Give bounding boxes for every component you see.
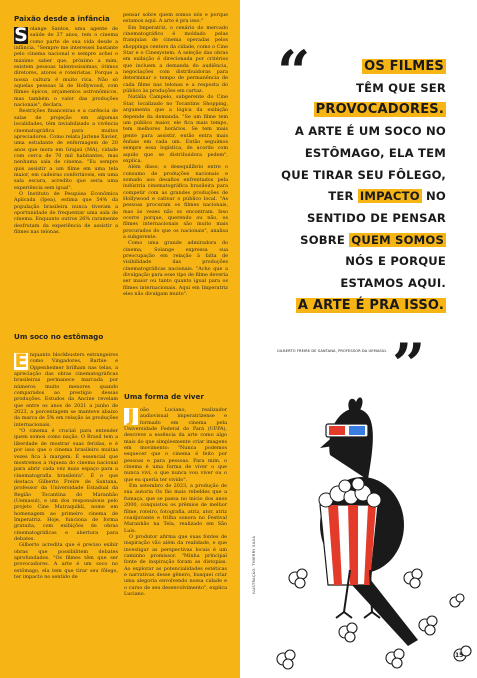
open-quote-icon: “: [277, 38, 311, 106]
paragraph: O Instituto de Pesquisa Econômica Aplicada (Ipea), estima que 54% da população brasileira nunca tiveram a oportunidade de frequentar uma sala de cinema. Enquanto outros 26% raramente desfrutam da experiência de assistir a filmes nas telonas.: [14, 190, 118, 235]
paragraph: Gilberto acredita que é preciso exibir obras que possibilitem debates aprofundados. "Os filmes têm que ser provocadores. A arte é um soco no estômago, ela tem que tirar seu fôlego, ter impacto no sentido de: [14, 542, 118, 581]
quote-line: SENTIDO DE PENSAR: [306, 210, 446, 225]
quote-line: TÊM QUE SER: [355, 80, 446, 95]
scattered-popcorn: [277, 569, 471, 669]
paragraph: S olange Santos, uma agente de saúde de 37 anos, tem o cinema como parte de sua vida desde a infância. "Sempre me interessei bastante pelo cinema nacional e sempre achei o máximo saber que, próximo a mim, existem pessoas talentosíssimas, ótimos diretores, atores e roteiristas. Porque a nossa cultura é muito rica. Não só aquelas pessoas lá de Hollywood, com filmes épicos, orçamentos astronômicos, mas também o valor das produções nacionais", declara.: [14, 24, 118, 109]
quote-line: TER IMPACTO NO: [328, 189, 446, 204]
quote-line: OS FILMES: [364, 59, 444, 74]
paragraph: Restrições financeiras e a carência de salas de projeção em algumas localidades, têm inviabilizado a vivência cinematográfica para muitos apreciadores. Como relata Jarlene Xavier, uma estudante de enfermagem de 20 anos que mora em Grajaú (MA), cidade com cerca de 70 mil habitantes, mas nenhuma sala de cinema. "Eu sempre quis assistir a um filme em uma tela maior, em cadeiras confortáveis, em uma sala escura, acredito que seria uma experiência sem igual".: [14, 108, 118, 191]
drop-cap: J: [124, 408, 138, 425]
paragraph: pensar sobre quem somos nós e porque estamos aqui. A arte é pra isso.": [123, 12, 228, 25]
paragraph: O produtor afirma que suas fontes de inspiração vão além da realidade, e que investigar as perspectivas locais é um caminho promissor. "Minha principal fonte de inspiração foram as distopias. Ao explorar as potencialidades estéticas e narrativas desse gênero, busquei criar uma alegoria envolvendo nossa cidade e o curso de seu desenvolvimento", explica Luciano.: [124, 533, 227, 597]
quote-line: QUE TIRAR SEU FÔLEGO,: [281, 167, 446, 182]
quote-attribution: GILBERTO FREIRE DE SANTANA, PROFESSOR DA UEMASUL: [277, 349, 387, 353]
paragraph: Natália Campelo, subgerente do Cine Star, localizado no Tocantins Shopping, argumenta que a lógica da exibição depende da demanda. "Se um filme tem um público maior, ele fica mais tempo, tem melhores horários. Se tem mais gente para assistir, então entra mais ênfase em cada um. Então seguimos sempre essa logística, de acordo com aquilo que se distribuidora pedem", explica.: [123, 94, 228, 164]
paragraph: E nquanto blockbusters estrangeiros como Vingadores, Barbie e Oppenheimer brilham nas telas, a apreciação das obras cinematográficas brasileiras permanece marcada por números muito menores quando comparados ao prestígio dessas produções. Estudos da Ancine revelam que entre os anos de 2021 a junho de 2023, a porcentagem se manteve abaixo da marca de 5% em relação às produções internacionais.: [14, 350, 118, 428]
paragraph: Como uma grande admiradora do cinema, Solange expressa sua preocupação em relação à falta de visibilidade das produções cinematográficas nacionais. "Acho que a divulgação para esse tipo de filme deveria ser maior ou tanto quanto igual para os filmes internacionais. Aqui em Imperatriz eles não divulgam muito".: [123, 240, 228, 298]
close-quote-icon: ”: [392, 331, 426, 399]
quote-line: PROVOCADORES.: [315, 102, 444, 118]
paragraph: J oão Luciano, realizador audiovisual imperatrizense e formado em cinema pela Universidade Federal do Pará (UFPA), descreve a essência da arte como algo mais do que simplesmente criar imagens em movimento: "Nunca podemos esquecer que o cinema é feito por pessoas e para pessoas. Para mim, o cinema é uma forma de viver o que nunca vivi, o que nunca vou viver ou o que eu queria ter vivido".: [124, 405, 227, 483]
drop-cap: S: [14, 24, 28, 46]
paragraph: Em setembro de 2023, a produção de sua autoria Os fás mais rebeldes que a fumaça, que se passa no início dos anos 2000, conquistou os prêmios de melhor filme, roteiro, fotografia, atriz, ator, atriz coadjuvante e trilha sonora no Festival Maranhão na Tela, realizado em São Luís.: [124, 483, 227, 534]
paragraph: "O cinema é crucial para entender quem somos como nação. O Brasil tem a liberdade de mostrar suas feridas, e é por isso que o cinema brasileiro muitas vezes fica à margem. É essencial que mostremos a riqueza do cinema nacional para abrir cada vez mais espaço para a cinematografia brasileira". É o que destaca Gilberto Freire de Santana, professor da Universidade Estadual da Região Tocantina do Maranhão (Uemasul), e um dos responsáveis pelo projeto Cine Mutraquiklí, nome em homenagem ao primeiro cinema de Imperatriz. Hoje, funciona de forma gratuita, com exibições de obras cinematográficas e abertura para debates.: [14, 428, 118, 542]
drop-cap: E: [14, 350, 28, 372]
paragraph: Além disso, o desequilíbrio entre o consumo de produções nacionais e somado aos desafios enfrentados pela indústria cinematográfica brasileira para competir com as grandes produções de Hollywood e cativar o público local. "As pessoas procuram os filmes nacionais, mas às vezes não os encontram. Isso ocorre porque, querendo ou não, os filmes internacionais são muito mais procurados do que os nacionais", analisa a subgerente.: [123, 164, 228, 241]
glasses-blue-lens: [349, 426, 365, 435]
paragraph: Em Imperatriz, o cenário do mercado cinematográfico é moldado pelas franquias de cinema operadas pelos shoppings centers da cidade, como o Cine Star e o Cinesystem. A seleção das obras em exibição é direcionada por critérios que incluem a demanda do audiência, negociações com distribuidoras para determinar o tempo de permanência de cada filme nas telonas e a resposta do público às produções em cartaz.: [123, 24, 228, 95]
section-title-way-of-living: Uma forma de viver: [124, 392, 204, 401]
quote-line: ESTAMOS AQUI.: [340, 276, 446, 291]
page-number: 15: [455, 652, 464, 659]
quote-line: A ARTE É PRA ISSO.: [297, 297, 444, 313]
glasses-red-lens: [329, 426, 345, 435]
quote-line: NÓS E PORQUE: [345, 254, 446, 269]
quote-line: ESTÔMAGO, ELA TEM: [304, 145, 446, 160]
quote-line: SOBRE QUEM SOMOS: [300, 232, 444, 247]
section-title-punch: Um soco no estômago: [14, 332, 104, 341]
illustration-credit: ILUSTRAÇÃO: THIERRY SILVA: [252, 535, 256, 594]
section-title-childhood: Paixão desde a infância: [14, 14, 110, 23]
quote-line: A ARTE É UM SOCO NO: [294, 124, 446, 139]
